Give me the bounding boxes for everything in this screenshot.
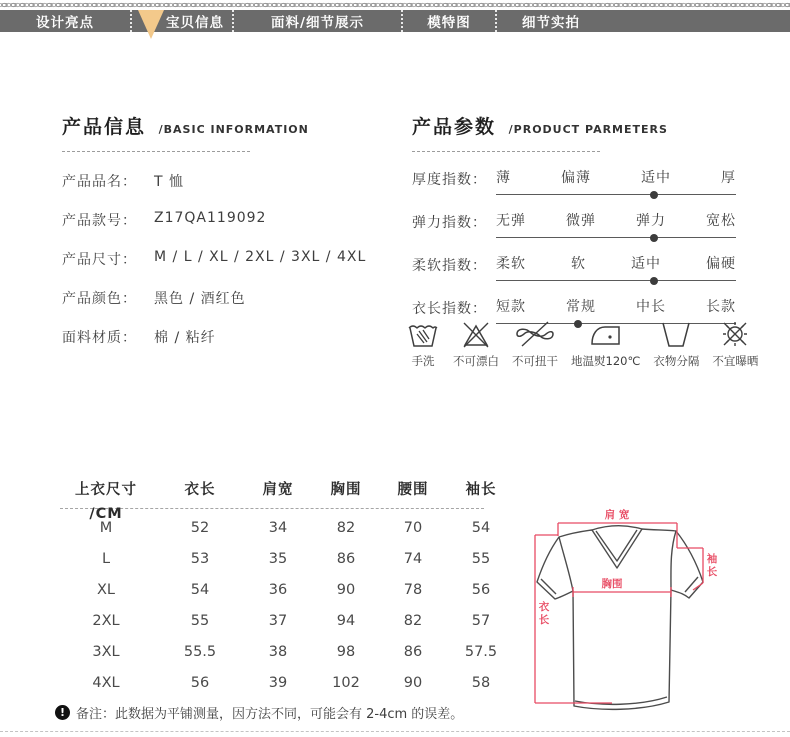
index-row <box>412 253 736 281</box>
size-table-row <box>56 637 526 668</box>
size-table-cell: M <box>99 520 113 536</box>
no-bleach-icon <box>459 318 493 350</box>
shoulder-width-label: 肩 宽 <box>604 509 630 521</box>
nav-tab-label: 细节实拍 <box>522 15 580 31</box>
index-label: 弹力指数： <box>412 215 487 231</box>
size-table-cell: 82 <box>403 613 423 629</box>
sleeve-length-label: 袖长 <box>706 553 718 578</box>
care-label: 不宜曝晒 <box>712 354 759 368</box>
index-option: 短款 <box>496 299 526 315</box>
size-table-row <box>56 575 526 606</box>
care-item <box>453 318 499 369</box>
dashed-divider <box>62 151 250 152</box>
info-value: M / L / XL / 2XL / 3XL / 4XL <box>154 249 367 265</box>
info-value: 黑色 / 酒红色 <box>154 291 246 307</box>
size-table-cell: 90 <box>403 675 423 691</box>
table-dashed-divider <box>60 508 484 509</box>
no-sun-icon <box>717 318 753 350</box>
size-table-cell: 56 <box>190 675 210 691</box>
size-table-section <box>56 478 526 699</box>
index-option: 常规 <box>566 299 596 315</box>
info-label: 产品品名： <box>62 174 137 190</box>
exclamation-icon: ! <box>55 705 70 720</box>
size-table-cell: 86 <box>403 644 423 660</box>
index-option: 宽松 <box>706 213 736 229</box>
info-row <box>62 210 366 230</box>
active-tab-arrow-icon <box>138 10 164 39</box>
care-item <box>406 318 440 369</box>
info-row <box>62 288 366 308</box>
size-table-body <box>56 513 526 699</box>
tab-fabric-detail[interactable] <box>234 10 403 32</box>
size-table-cell: 102 <box>332 675 360 691</box>
size-table-cell: 56 <box>471 582 491 598</box>
size-table-cell: 53 <box>190 551 210 567</box>
tshirt-outline <box>537 526 703 710</box>
size-table-header-cell: 衣长 <box>184 482 216 498</box>
info-label: 产品颜色： <box>62 291 137 307</box>
tab-model-photos[interactable] <box>403 10 497 32</box>
size-table-cell: XL <box>96 582 115 598</box>
chain-border <box>0 0 790 10</box>
nav-filler <box>605 10 790 32</box>
size-table-header-cell: 腰围 <box>397 482 429 498</box>
index-option: 中长 <box>636 299 666 315</box>
basic-info-rows <box>62 171 366 347</box>
nav-tab-label: 面料/细节展示 <box>271 15 364 31</box>
size-table-header-cell: 上衣尺寸 /CM <box>75 482 137 522</box>
index-label: 柔软指数： <box>412 258 487 274</box>
size-table-cell: 37 <box>268 613 288 629</box>
index-dot <box>650 277 658 285</box>
care-instructions-row <box>406 318 758 369</box>
size-table-cell: 34 <box>268 520 288 536</box>
size-table-cell: 52 <box>190 520 210 536</box>
index-row <box>412 210 736 238</box>
size-table-row <box>56 668 526 699</box>
no-wring-icon <box>514 318 556 350</box>
index-option: 偏硬 <box>706 256 736 272</box>
info-row <box>62 249 366 269</box>
low-iron-icon <box>588 318 624 350</box>
index-track <box>496 253 736 281</box>
size-table-cell: 54 <box>190 582 210 598</box>
dashed-divider <box>412 151 600 152</box>
index-track <box>496 210 736 238</box>
size-table-cell: 35 <box>268 551 288 567</box>
care-item <box>712 318 758 369</box>
index-label: 厚度指数： <box>412 172 487 188</box>
info-value: Z17QA119092 <box>154 210 267 226</box>
tab-item-info[interactable] <box>132 10 234 32</box>
size-table-cell: 38 <box>268 644 288 660</box>
index-row <box>412 167 736 195</box>
index-dot <box>650 191 658 199</box>
index-option: 弹力 <box>636 213 666 229</box>
size-table-cell: 57 <box>471 613 491 629</box>
parameters-section <box>412 112 736 324</box>
basic-info-title-en: /BASIC INFORMATION <box>158 123 309 136</box>
hand-wash-icon <box>406 318 440 350</box>
size-table-header <box>56 478 526 522</box>
size-table-cell: 55 <box>471 551 491 567</box>
nav-tabs <box>0 10 605 32</box>
basic-info-title <box>62 112 366 139</box>
info-value: 棉 / 粘纤 <box>154 330 216 346</box>
size-table-header-cell: 肩宽 <box>262 482 294 498</box>
info-label: 产品尺寸： <box>62 252 137 268</box>
parameter-index-rows <box>412 167 736 324</box>
tshirt-measurement-diagram <box>500 480 790 720</box>
care-item <box>571 318 640 369</box>
chest-label: 胸围 <box>601 578 623 590</box>
care-label: 衣物分隔 <box>653 354 700 368</box>
care-item <box>512 318 558 369</box>
nav-tab-label: 设计亮点 <box>36 15 94 31</box>
size-table-cell: 98 <box>336 644 356 660</box>
size-table-cell: 94 <box>336 613 356 629</box>
index-option: 厚 <box>721 170 736 186</box>
index-track <box>496 167 736 195</box>
index-scale-line <box>496 194 736 195</box>
size-table-cell: 2XL <box>92 613 120 629</box>
size-table-cell: 54 <box>471 520 491 536</box>
size-table-cell: 58 <box>471 675 491 691</box>
size-table-row <box>56 513 526 544</box>
size-table-cell: 86 <box>336 551 356 567</box>
parameters-title-en: /PRODUCT PARMETERS <box>508 123 668 136</box>
size-table-header-cell: 袖长 <box>465 482 497 498</box>
care-item <box>653 318 699 369</box>
info-row <box>62 327 366 347</box>
index-scale-line <box>496 237 736 238</box>
index-option: 软 <box>571 256 586 272</box>
info-label: 面料材质： <box>62 330 137 346</box>
care-label: 不可漂白 <box>453 354 499 368</box>
size-table-row <box>56 544 526 575</box>
basic-info-title-zh: 产品信息 <box>62 116 147 138</box>
info-label: 产品款号： <box>62 213 137 229</box>
nav-tab-label: 模特图 <box>427 15 471 31</box>
index-option: 薄 <box>496 170 511 186</box>
index-option: 柔软 <box>496 256 526 272</box>
tab-detail-shots[interactable] <box>497 10 605 32</box>
size-table-cell: 3XL <box>92 644 120 660</box>
size-table-cell: 90 <box>336 582 356 598</box>
index-option: 偏薄 <box>561 170 591 186</box>
garment-length-label: 衣长 <box>538 601 550 626</box>
index-option: 适中 <box>631 256 661 272</box>
size-table-cell: L <box>101 551 111 567</box>
tab-design-highlights[interactable] <box>0 10 132 32</box>
size-table-cell: 78 <box>403 582 423 598</box>
index-scale-line <box>496 280 736 281</box>
care-label: 地温熨120℃ <box>571 354 641 368</box>
size-table-cell: 82 <box>336 520 356 536</box>
note <box>55 703 463 722</box>
basic-info-section <box>62 112 366 347</box>
size-table-cell: 4XL <box>92 675 120 691</box>
index-option: 适中 <box>641 170 671 186</box>
bottom-dashed-divider <box>0 731 790 732</box>
size-table-cell: 39 <box>268 675 288 691</box>
size-table-row <box>56 606 526 637</box>
nav-tab-label: 宝贝信息 <box>166 15 224 31</box>
note-text: 备注：此数据为平铺测量，因方法不同，可能会有 2-4cm 的误差。 <box>76 707 464 722</box>
info-value: T 恤 <box>154 174 185 190</box>
index-option: 长款 <box>706 299 736 315</box>
index-label: 衣长指数： <box>412 301 487 317</box>
index-dot <box>650 234 658 242</box>
parameters-title-zh: 产品参数 <box>412 116 497 138</box>
size-table-cell: 55.5 <box>183 644 217 660</box>
nav-bar <box>0 10 790 32</box>
wash-separately-icon <box>658 318 694 350</box>
care-label: 不可扭干 <box>512 354 558 368</box>
size-table-header-cell: 胸围 <box>330 482 362 498</box>
info-row <box>62 171 366 191</box>
index-option: 微弹 <box>566 213 596 229</box>
tshirt-diagram-svg <box>500 480 790 720</box>
size-table-cell: 55 <box>190 613 210 629</box>
size-table-cell: 57.5 <box>464 644 498 660</box>
size-table-cell: 70 <box>403 520 423 536</box>
size-table-cell: 36 <box>268 582 288 598</box>
parameters-title <box>412 112 736 139</box>
index-option: 无弹 <box>496 213 526 229</box>
size-table-cell: 74 <box>403 551 423 567</box>
care-label: 手洗 <box>411 354 435 368</box>
